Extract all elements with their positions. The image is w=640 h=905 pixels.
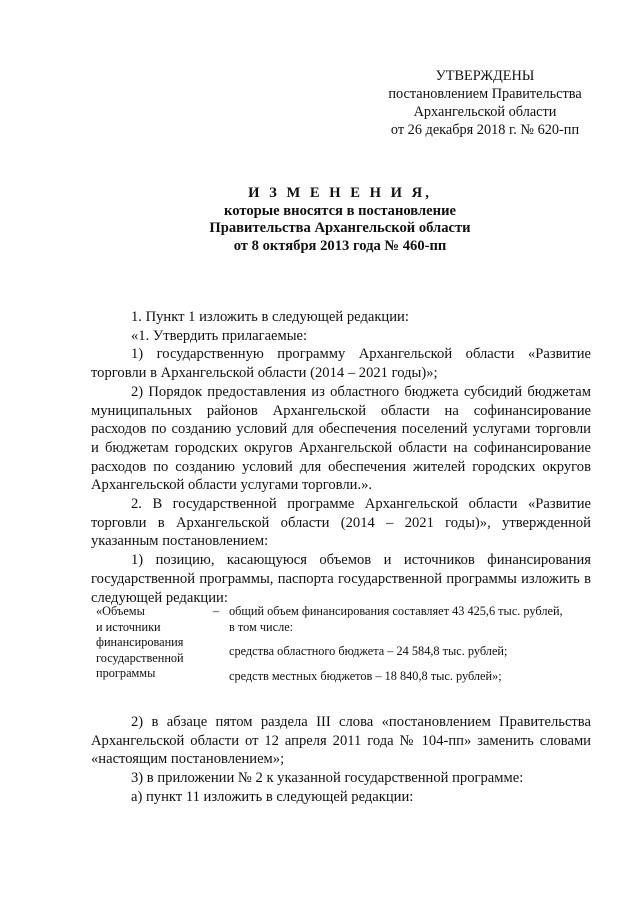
approval-line-3: Архангельской области	[413, 104, 557, 120]
table-value-line: средства областного бюджета – 24 584,8 тыс. рублей;	[229, 644, 508, 658]
paragraph: 2. В государственной программе Архангельской области «Развитие торговли в Архангельской области (2014 – 2021 годы)», утвержденной указанным постановлением:	[91, 496, 591, 550]
document-heading	[90, 185, 590, 255]
heading-line-3: Правительства Архангельской области	[209, 220, 471, 236]
paragraph: 2) в абзаце пятом раздела III слова «постановлением Правительства Архангельской области от 12 апреля 2011 года № 104-пп» заменить словами «настоящим постановлением»;	[91, 714, 591, 768]
table-value-line: общий объем финансирования составляет 43 425,6 тыс. рублей,	[229, 604, 563, 618]
paragraph: 2) Порядок предоставления из областного бюджета субсидий бюджетам муниципальных районов Архангельской области на софинансирование расходов по созданию условий для обеспечения поселений услугами торговли и бюджетам городских округов Архангельской области на софинансирование расходов по созданию условий для обеспечения жителей городских округов Архангельской области услугами торговли.».	[91, 383, 591, 494]
table-label-line: программы	[96, 666, 156, 680]
paragraph: 1. Пункт 1 изложить в следующей редакции:	[131, 309, 409, 325]
approval-line-4: от 26 декабря 2018 г. № 620-пп	[390, 122, 580, 138]
paragraph: 3) в приложении № 2 к указанной государственной программе:	[131, 770, 524, 787]
approval-stamp	[380, 67, 590, 139]
heading-line-4: от 8 октября 2013 года № 460-пп	[233, 237, 447, 254]
table-label-line: финансирования	[96, 635, 184, 649]
paragraph: а) пункт 11 изложить в следующей редакции:	[131, 788, 414, 805]
approval-line-2: постановлением Правительства	[388, 86, 582, 102]
body-text-continued	[91, 713, 591, 807]
document-title: И З М Е Н Е Н И Я,	[248, 185, 432, 201]
financing-table-values	[229, 604, 599, 684]
approval-line-1: УТВЕРЖДЕНЫ	[435, 68, 535, 84]
heading-line-2: которые вносятся в постановление	[224, 202, 456, 219]
table-value-line: в том числе:	[229, 619, 294, 634]
paragraph: 1) государственную программу Архангельской области «Развитие торговли в Архангельской области (2014 – 2021 годы)»;	[91, 346, 591, 382]
body-text	[91, 308, 591, 607]
table-label-line: «Объемы	[96, 604, 145, 618]
table-value-line: средств местных бюджетов – 18 840,8 тыс. рублей»;	[229, 668, 502, 683]
table-dash: –	[213, 604, 220, 618]
financing-table-label	[96, 604, 196, 682]
table-label-line: государственной	[96, 650, 184, 665]
paragraph: «1. Утвердить прилагаемые:	[131, 327, 308, 344]
table-label-line: и источники	[96, 619, 161, 634]
paragraph: 1) позицию, касающуюся объемов и источников финансирования государственной программы, паспорта государственной программы изложить в следующей редакции:	[91, 552, 591, 606]
